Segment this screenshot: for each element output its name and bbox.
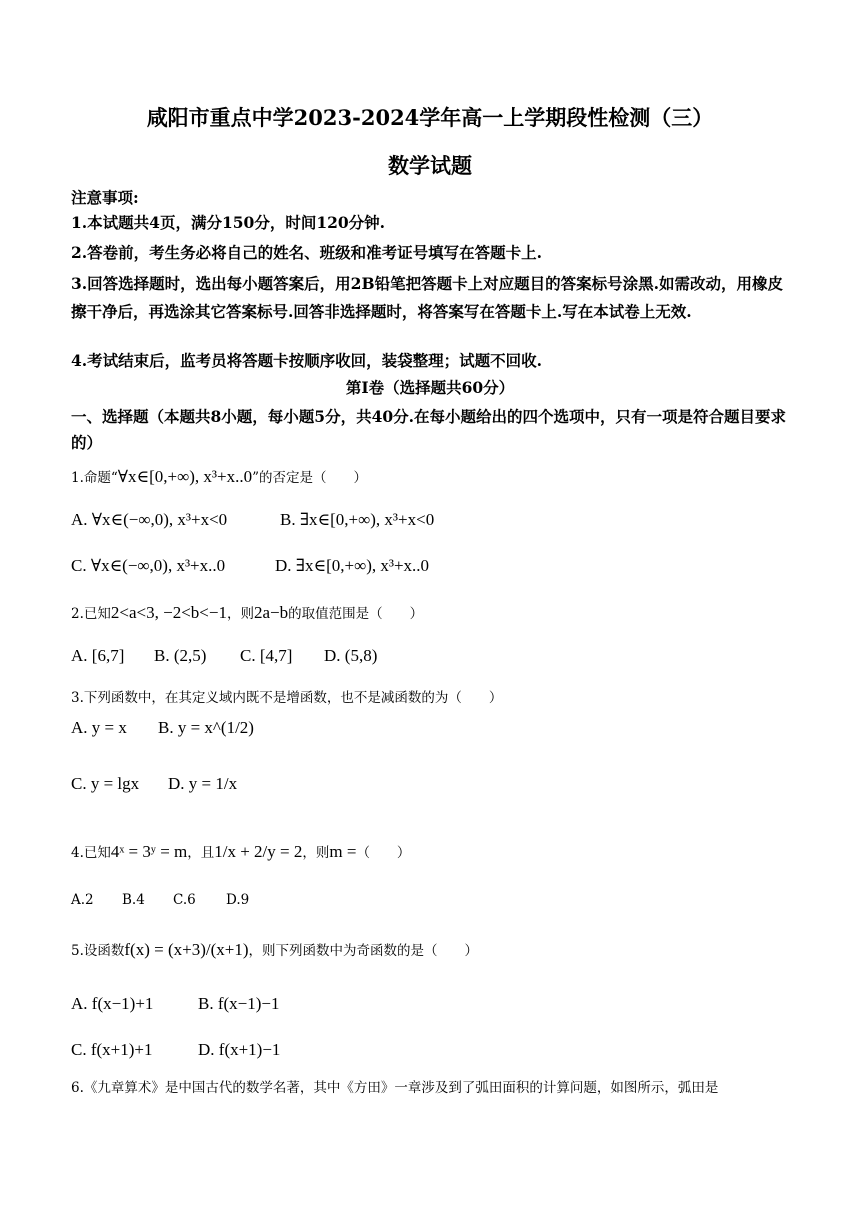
question-2-math: 2<a<3, −2<b<−1 (110, 603, 227, 622)
question-3-option-c: C. y = lgx (71, 774, 140, 793)
question-5-math: f(x) = (x+3)/(x+1) (124, 940, 249, 959)
question-4-math: 4ˣ = 3ʸ = m (110, 842, 188, 861)
question-2-stem: 2.已知2<a<3, −2<b<−1，则2a−b的取值范围是（ ） (71, 603, 424, 622)
question-2-option-b: B. (2,5) (154, 646, 207, 665)
question-1-math: ∀x∈[0,+∞), x³+x..0 (117, 467, 253, 486)
question-2-math-2: 2a−b (253, 603, 289, 622)
exam-subtitle: 数学试题 (388, 153, 472, 178)
question-2-option-a: A. [6,7] (71, 646, 125, 665)
question-2-option-d: D. (5,8) (324, 646, 378, 665)
note-item-4: 4.考试结束后，监考员将答题卡按顺序收回，装袋整理；试题不回收. (71, 351, 543, 370)
question-1-stem: 1.命题“∀x∈[0,+∞), x³+x..0”的否定是（ ） (71, 467, 368, 486)
question-5-option-c: C. f(x+1)+1 (71, 1040, 153, 1059)
question-6-stem: 6.《九章算术》是中国古代的数学名著，其中《方田》一章涉及到了弧田面积的计算问题，如图所示，弧田是 (71, 1080, 719, 1096)
exam-title: 咸阳市重点中学2023-2024学年高一上学期段性检测（三） (146, 105, 714, 130)
note-item-1: 1.本试题共4页，满分150分，时间120分钟. (71, 213, 386, 232)
question-1-option-a: A. ∀x∈(−∞,0), x³+x<0 (71, 510, 228, 529)
question-1-option-b: B. ∃x∈[0,+∞), x³+x<0 (280, 510, 435, 529)
question-1-option-d: D. ∃x∈[0,+∞), x³+x..0 (275, 556, 430, 575)
question-4-math-3: m = (329, 842, 357, 861)
notes-heading: 注意事项: (71, 188, 139, 207)
question-4-option-c: C.6 (173, 892, 196, 908)
question-3-option-b: B. y = x^(1/2) (158, 718, 254, 737)
question-4-option-a: A.2 (71, 892, 94, 908)
question-3-option-d: D. y = 1/x (168, 774, 238, 793)
question-3-option-a: A. y = x (71, 718, 127, 737)
question-4-option-b: B.4 (122, 892, 145, 908)
section-heading: 一、选择题（本题共8小题，每小题5分，共40分.在每小题给出的四个选项中，只有一项是符合题目要求的） (71, 407, 787, 452)
question-3-stem: 3.下列函数中，在其定义域内既不是增函数，也不是减函数的为（ ） (71, 690, 503, 706)
question-5-option-a: A. f(x−1)+1 (71, 994, 154, 1013)
question-4-stem: 4.已知4ˣ = 3ʸ = m，且1/x + 2/y = 2，则m =（ ） (71, 842, 411, 861)
note-item-2: 2.答卷前，考生务必将自己的姓名、班级和准考证号填写在答题卡上. (71, 243, 543, 262)
question-5-stem: 5.设函数f(x) = (x+3)/(x+1)，则下列函数中为奇函数的是（ ） (71, 940, 479, 959)
question-4-math-2: 1/x + 2/y = 2 (214, 842, 303, 861)
question-4-option-d: D.9 (226, 892, 250, 908)
question-5-option-d: D. f(x+1)−1 (198, 1040, 281, 1059)
note-item-3: 3.回答选择题时，选出每小题答案后，用2B铅笔把答题卡上对应题目的答案标号涂黑.如需改动，用橡皮擦干净后，再选涂其它答案标号.回答非选择题时，将答案写在答题卡上.写在本试卷上无效. (71, 274, 783, 321)
question-1-option-c: C. ∀x∈(−∞,0), x³+x..0 (71, 556, 226, 575)
question-5-option-b: B. f(x−1)−1 (198, 994, 280, 1013)
question-2-option-c: C. [4,7] (240, 646, 293, 665)
part-heading: 第I卷（选择题共60分） (345, 378, 515, 397)
